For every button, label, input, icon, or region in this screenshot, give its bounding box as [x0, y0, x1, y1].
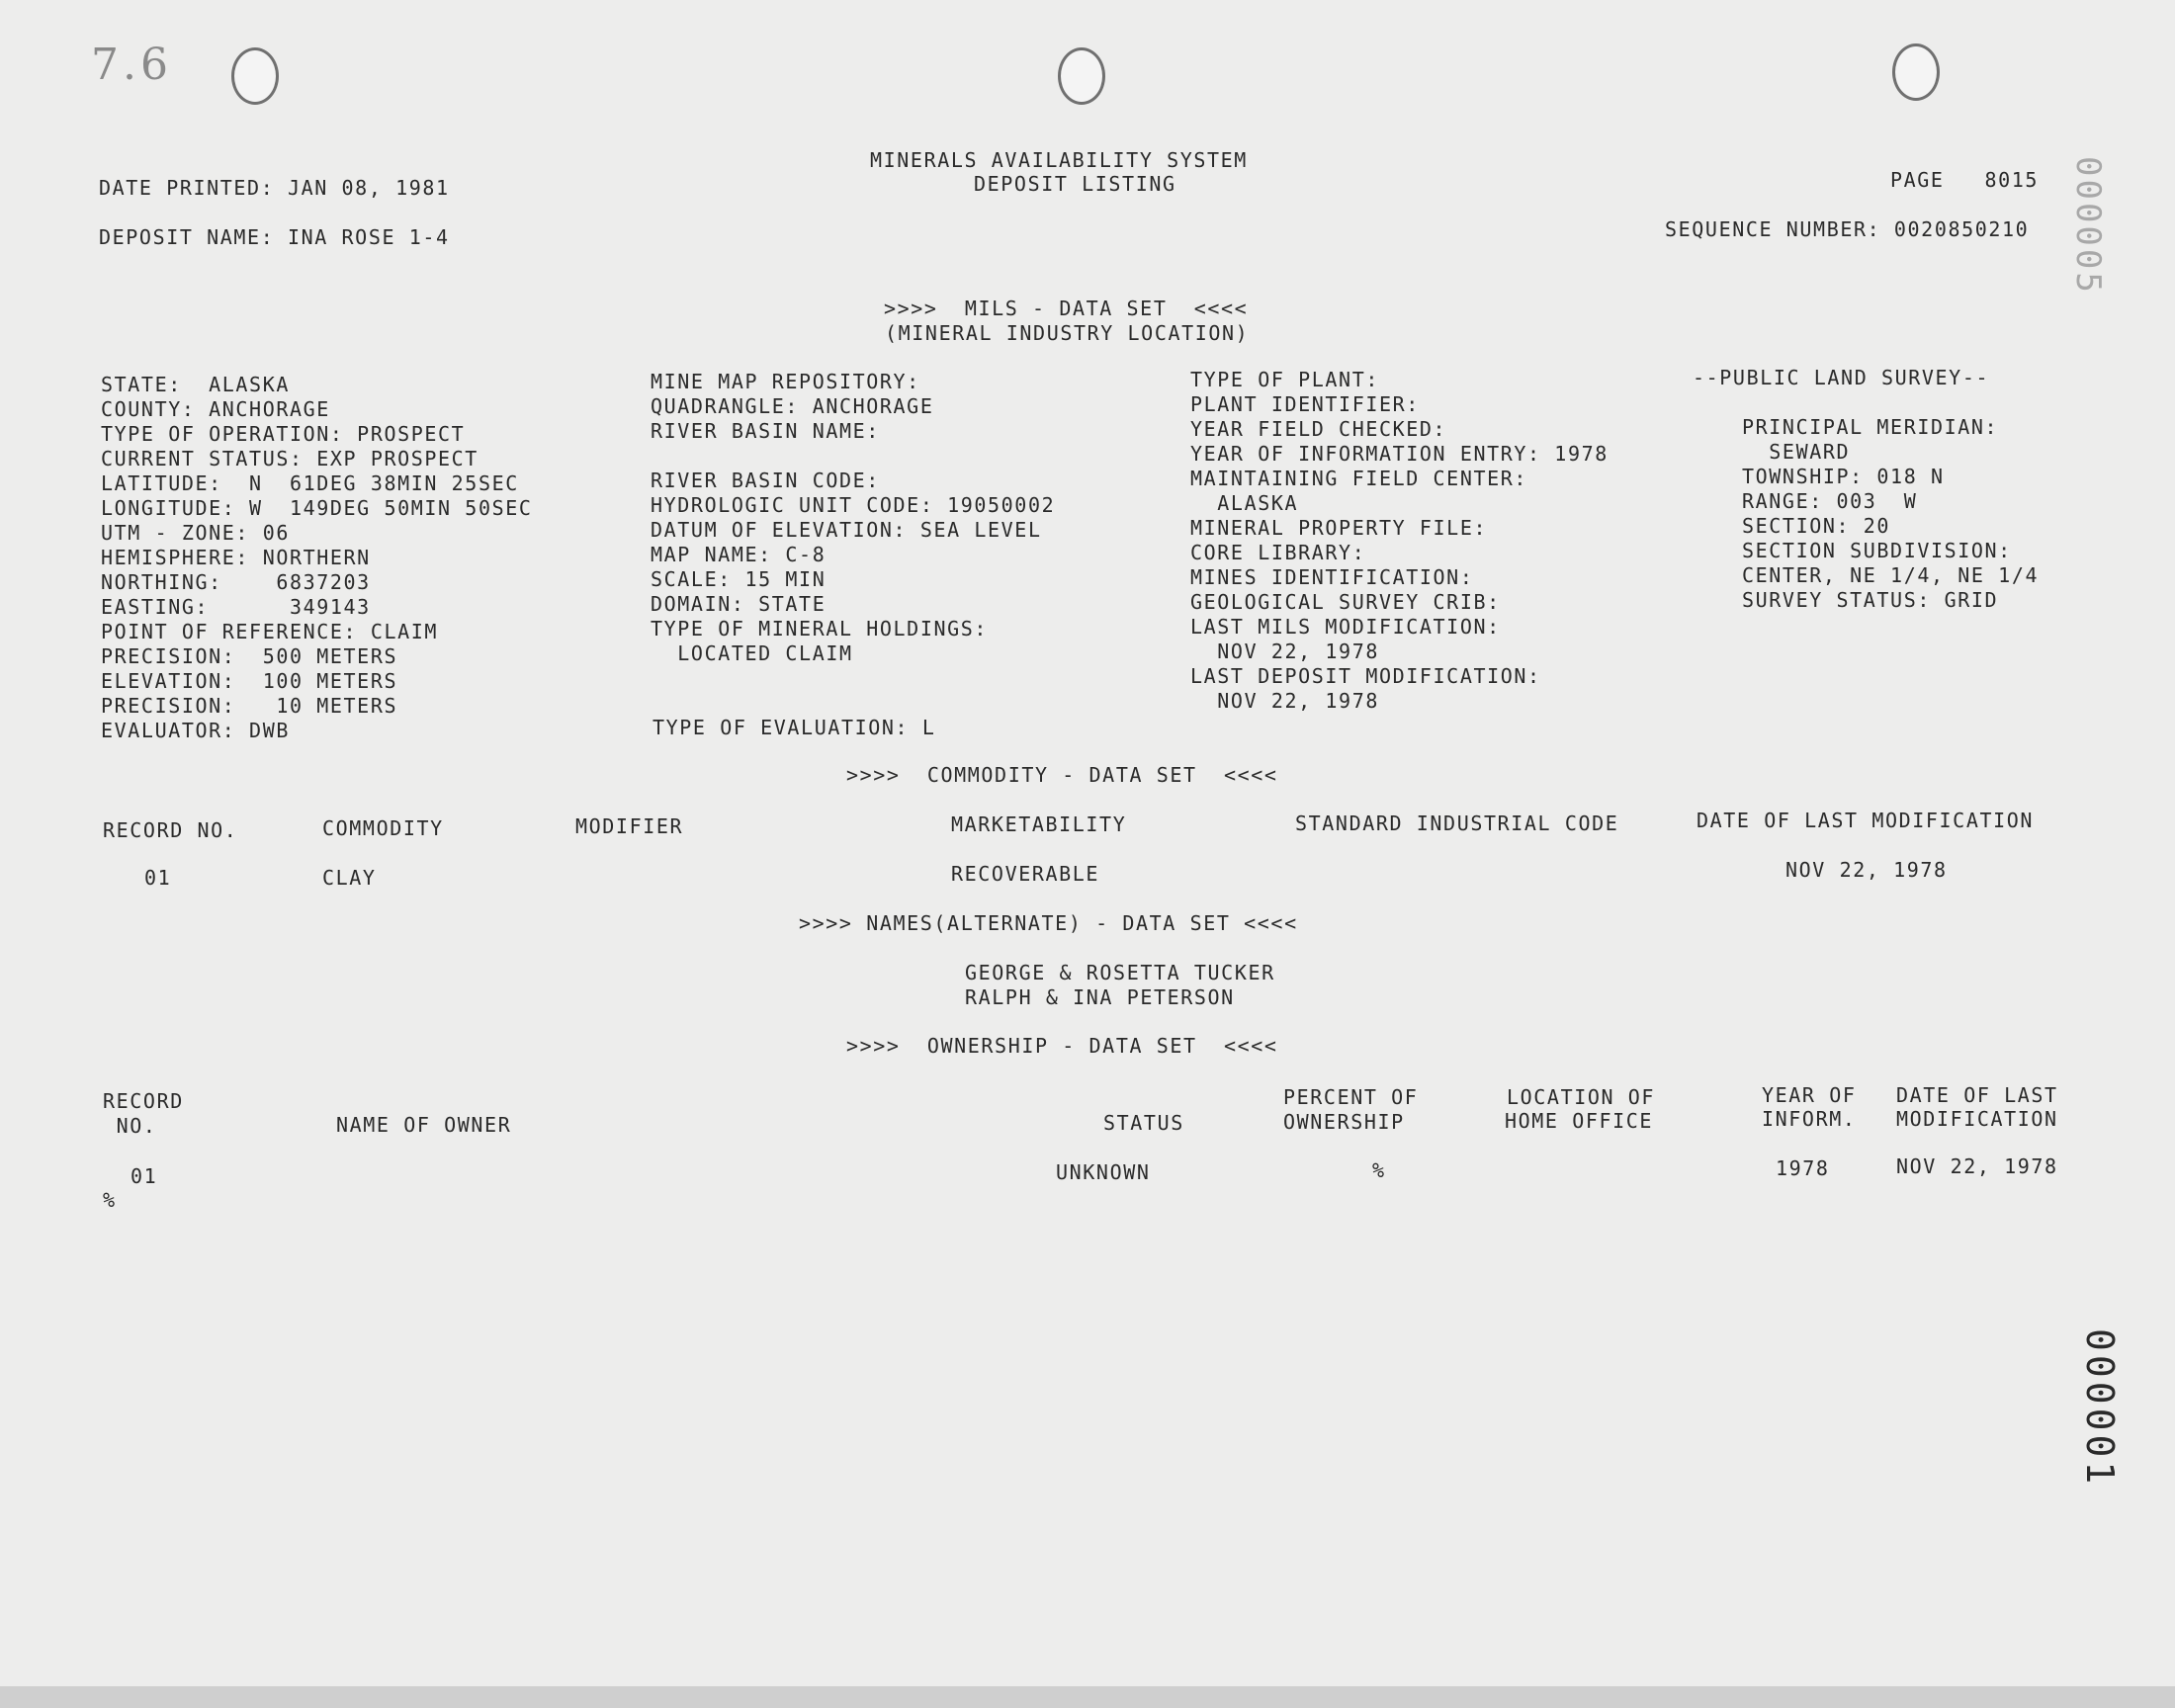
field-line: HYDROLOGIC UNIT CODE: 19050002	[651, 493, 1056, 517]
page-stamp-top: 000005	[2068, 156, 2108, 296]
field-line: MINE MAP REPOSITORY:	[651, 370, 920, 393]
ownership-row-record-no: 01	[130, 1164, 158, 1188]
field-line: RIVER BASIN NAME:	[651, 419, 880, 443]
field-line: POINT OF REFERENCE: CLAIM	[101, 620, 439, 643]
field-line: ALASKA	[1190, 491, 1299, 515]
ownership-row-date: NOV 22, 1978	[1896, 1154, 2058, 1178]
commodity-header-date: DATE OF LAST MODIFICATION	[1696, 809, 2035, 832]
mils-subheading: (MINERAL INDUSTRY LOCATION)	[885, 321, 1250, 345]
field-line: NORTHING: 6837203	[101, 570, 371, 594]
deposit-name: DEPOSIT NAME: INA ROSE 1-4	[99, 225, 450, 249]
alternate-name: GEORGE & ROSETTA TUCKER	[965, 961, 1275, 984]
field-line: PRECISION: 500 METERS	[101, 644, 398, 668]
ownership-row-year: 1978	[1776, 1156, 1830, 1180]
field-line: STATE: ALASKA	[101, 373, 290, 396]
punch-hole-left	[231, 47, 279, 105]
ownership-header-date: DATE OF LAST	[1896, 1083, 2058, 1107]
ownership-row-percent: %	[1372, 1158, 1386, 1182]
field-line: LATITUDE: N 61DEG 38MIN 25SEC	[101, 471, 519, 495]
field-line: CURRENT STATUS: EXP PROSPECT	[101, 447, 478, 470]
sequence-number: SEQUENCE NUMBER: 0020850210	[1665, 217, 2030, 241]
field-line: LONGITUDE: W 149DEG 50MIN 50SEC	[101, 496, 533, 520]
plant-column	[1190, 368, 1609, 714]
field-line: RANGE: 003 W	[1742, 489, 1918, 513]
field-line: PRECISION: 10 METERS	[101, 694, 398, 718]
field-line: UTM - ZONE: 06	[101, 521, 290, 545]
field-line: TYPE OF OPERATION: PROSPECT	[101, 422, 466, 446]
land-survey-column	[1742, 415, 2039, 613]
ownership-header-location: LOCATION OF	[1507, 1085, 1656, 1109]
field-line: TOWNSHIP: 018 N	[1742, 465, 1945, 488]
field-line: EVALUATOR: DWB	[101, 719, 290, 742]
field-line: YEAR FIELD CHECKED:	[1190, 417, 1447, 441]
field-line: NOV 22, 1978	[1190, 689, 1379, 713]
field-line: SECTION: 20	[1742, 514, 1891, 538]
ownership-row-percent-mark: %	[103, 1188, 117, 1212]
names-heading: >>>> NAMES(ALTERNATE) - DATA SET <<<<	[799, 911, 1298, 935]
field-line: NOV 22, 1978	[1190, 640, 1379, 663]
ownership-heading: >>>> OWNERSHIP - DATA SET <<<<	[846, 1034, 1278, 1058]
field-line: SCALE: 15 MIN	[651, 567, 826, 591]
field-line: SECTION SUBDIVISION:	[1742, 539, 2012, 562]
ownership-header-year-2: INFORM.	[1762, 1107, 1857, 1131]
public-land-survey-heading: --PUBLIC LAND SURVEY--	[1693, 366, 1990, 389]
alternate-name: RALPH & INA PETERSON	[965, 985, 1235, 1009]
ownership-header-percent-2: OWNERSHIP	[1283, 1110, 1405, 1134]
location-column	[101, 373, 533, 743]
field-line: SURVEY STATUS: GRID	[1742, 588, 1999, 612]
punch-hole-right	[1892, 43, 1940, 101]
commodity-heading: >>>> COMMODITY - DATA SET <<<<	[846, 763, 1278, 787]
field-line: CENTER, NE 1/4, NE 1/4	[1742, 563, 2040, 587]
ownership-header-date-2: MODIFICATION	[1896, 1107, 2058, 1131]
type-of-evaluation: TYPE OF EVALUATION: L	[652, 716, 936, 739]
page-number: PAGE 8015	[1890, 168, 2040, 192]
field-line: LAST DEPOSIT MODIFICATION:	[1190, 664, 1541, 688]
ownership-header-record: RECORD	[103, 1089, 184, 1113]
ownership-header-year: YEAR OF	[1762, 1083, 1857, 1107]
field-line: EASTING: 349143	[101, 595, 371, 619]
field-line: MAP NAME: C-8	[651, 543, 826, 566]
field-line: MINES IDENTIFICATION:	[1190, 565, 1474, 589]
system-title: MINERALS AVAILABILITY SYSTEM	[870, 148, 1248, 172]
field-line	[651, 444, 1055, 469]
ownership-header-status: STATUS	[1103, 1111, 1184, 1135]
punch-hole-center	[1058, 47, 1105, 105]
field-line: ELEVATION: 100 METERS	[101, 669, 398, 693]
page-stamp-bottom: 000001	[2078, 1328, 2122, 1489]
commodity-header-commodity: COMMODITY	[322, 816, 444, 840]
ownership-header-location-2: HOME OFFICE	[1505, 1109, 1654, 1133]
field-line: PRINCIPAL MERIDIAN:	[1742, 415, 1999, 439]
ownership-row-status: UNKNOWN	[1056, 1160, 1151, 1184]
date-printed: DATE PRINTED: JAN 08, 1981	[99, 176, 450, 200]
field-line: MINERAL PROPERTY FILE:	[1190, 516, 1488, 540]
listing-title: DEPOSIT LISTING	[974, 172, 1176, 196]
commodity-header-sic: STANDARD INDUSTRIAL CODE	[1295, 811, 1619, 835]
field-line: COUNTY: ANCHORAGE	[101, 397, 330, 421]
field-line: GEOLOGICAL SURVEY CRIB:	[1190, 590, 1501, 614]
handwritten-mark: 7.6	[91, 40, 172, 90]
field-line: LAST MILS MODIFICATION:	[1190, 615, 1501, 639]
field-line: HEMISPHERE: NORTHERN	[101, 546, 371, 569]
field-line: YEAR OF INFORMATION ENTRY: 1978	[1190, 442, 1609, 466]
commodity-header-marketability: MARKETABILITY	[951, 812, 1127, 836]
mils-heading: >>>> MILS - DATA SET <<<<	[884, 297, 1249, 320]
commodity-row-date: NOV 22, 1978	[1785, 858, 1948, 882]
commodity-row-marketability: RECOVERABLE	[951, 862, 1100, 886]
field-line: MAINTAINING FIELD CENTER:	[1190, 467, 1528, 490]
commodity-row-record-no: 01	[144, 866, 172, 890]
field-line: CORE LIBRARY:	[1190, 541, 1366, 564]
field-line: SEWARD	[1742, 440, 1851, 464]
field-line: RIVER BASIN CODE:	[651, 469, 880, 492]
ownership-header-name: NAME OF OWNER	[336, 1113, 512, 1137]
field-line: LOCATED CLAIM	[651, 641, 853, 665]
field-line: TYPE OF MINERAL HOLDINGS:	[651, 617, 989, 640]
field-line: DOMAIN: STATE	[651, 592, 826, 616]
field-line: QUADRANGLE: ANCHORAGE	[651, 394, 934, 418]
field-line: PLANT IDENTIFIER:	[1190, 392, 1420, 416]
commodity-header-modifier: MODIFIER	[575, 814, 684, 838]
ownership-header-percent: PERCENT OF	[1283, 1085, 1419, 1109]
field-line: DATUM OF ELEVATION: SEA LEVEL	[651, 518, 1042, 542]
map-column	[651, 370, 1055, 666]
ownership-header-record-no: NO.	[103, 1114, 157, 1138]
commodity-header-record-no: RECORD NO.	[103, 818, 238, 842]
commodity-row-commodity: CLAY	[322, 866, 377, 890]
field-line: TYPE OF PLANT:	[1190, 368, 1379, 391]
